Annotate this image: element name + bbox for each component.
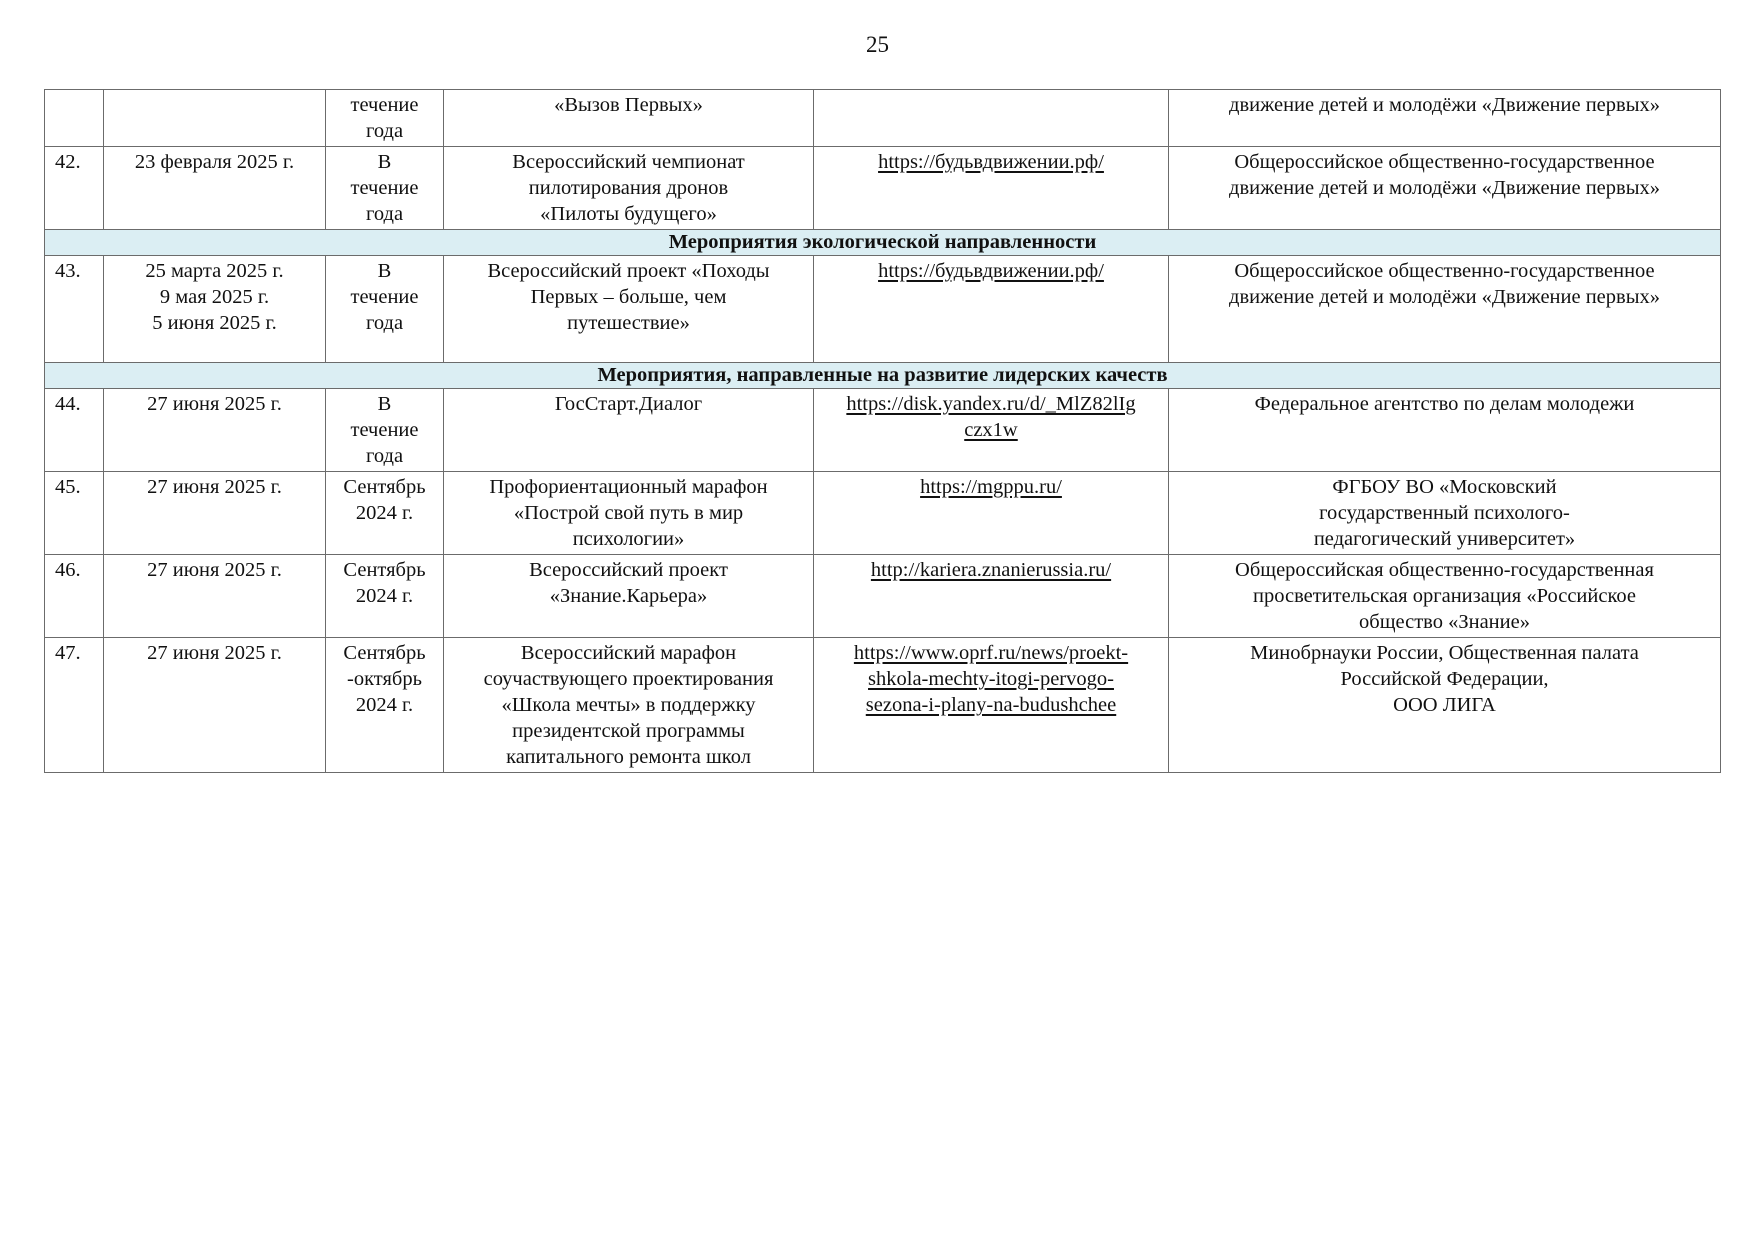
period-line: течение [350,286,419,308]
period-line: В [377,260,392,282]
organizer-line: ФГБОУ ВО «Московский [1332,476,1557,498]
row-number-cell [45,90,104,147]
event-link[interactable]: https://www.oprf.ru/news/proekt- [853,642,1129,664]
table-row [45,256,1721,363]
event-name-cell [444,256,814,363]
organizer-line: движение детей и молодёжи «Движение первых» [1229,94,1660,116]
event-link[interactable]: https://будьвдвижении.рф/ [878,151,1104,173]
period-cell [326,256,444,363]
date-line: 25 марта 2025 г. [145,260,284,282]
event-name-line: «Школа мечты» в поддержку [501,694,756,716]
organizer-line: Общероссийская общественно-государственная [1235,559,1654,581]
organizer-line: педагогический университет» [1313,528,1576,550]
organizer-cell [1169,555,1721,638]
link-cell [814,256,1169,363]
organizer-line: Общероссийское общественно-государственное [1234,151,1655,173]
organizer-cell [1169,472,1721,555]
event-link[interactable]: sezona-i-plany-na-budushchee [865,694,1117,716]
date-cell [104,638,326,773]
period-line: года [365,120,404,142]
table-row [45,90,1721,147]
event-link[interactable]: https://mgppu.ru/ [920,476,1062,498]
link-cell [814,638,1169,773]
organizer-cell [1169,389,1721,472]
date-cell [104,147,326,230]
period-cell [326,147,444,230]
row-number-cell: 46. [45,555,104,638]
organizer-line: Общероссийское общественно-государственное [1234,260,1655,282]
table-row [45,638,1721,773]
date-cell [104,256,326,363]
event-name-line: президентской программы [512,720,745,742]
event-name-line: Всероссийский чемпионат [512,151,745,173]
event-name-line: путешествие» [567,312,690,334]
date-line: 27 июня 2025 г. [147,393,282,415]
event-name-cell [444,90,814,147]
page-number: 25 [866,32,889,57]
organizer-cell [1169,256,1721,363]
event-link[interactable]: http://kariera.znanierussia.ru/ [870,559,1112,581]
organizer-cell [1169,638,1721,773]
organizer-line: Федеральное агентство по делам молодежи [1254,393,1635,415]
row-number-cell: 42. [45,147,104,230]
period-line: течение [350,94,419,116]
date-cell [104,389,326,472]
table-row [45,389,1721,472]
event-name-line: Всероссийский проект «Походы [487,260,770,282]
period-cell [326,638,444,773]
event-name-line: Профориентационный марафон [489,476,768,498]
period-cell [326,472,444,555]
section-header-row [45,363,1721,389]
organizer-cell [1169,147,1721,230]
event-name-line: Всероссийский марафон [520,642,737,664]
period-line: 2024 г. [355,502,414,524]
event-name-line: психологии» [572,528,685,550]
date-line: 27 июня 2025 г. [147,642,282,664]
period-line: 2024 г. [355,694,414,716]
organizer-line: движение детей и молодёжи «Движение первых» [1229,286,1660,308]
event-name-cell [444,638,814,773]
organizer-line: общество «Знание» [1359,611,1530,633]
event-name-line: «Знание.Карьера» [549,585,708,607]
period-line: Сентябрь [343,642,426,664]
period-line: года [365,203,404,225]
event-link[interactable]: https://будьвдвижении.рф/ [878,260,1104,282]
date-line: 23 февраля 2025 г. [134,151,295,173]
period-line: 2024 г. [355,585,414,607]
event-name-line: «Пилоты будущего» [540,203,717,225]
event-link[interactable]: https://disk.yandex.ru/d/_MlZ82lIg [846,393,1136,415]
date-cell [104,90,326,147]
event-name-line: «Вызов Первых» [554,94,703,116]
event-name-line: соучаствующего проектирования [483,668,774,690]
event-name-line: Первых – больше, чем [530,286,727,308]
table-row [45,555,1721,638]
organizer-line: просветительская организация «Российское [1252,585,1636,607]
link-cell [814,90,1169,147]
event-link[interactable]: czx1w [964,419,1018,441]
row-number-cell: 44. [45,389,104,472]
section-title-leadership: Мероприятия, направленные на развитие лидерских качеств [45,363,1721,389]
period-line: течение [350,419,419,441]
link-cell [814,555,1169,638]
event-name-cell [444,147,814,230]
events-table [44,89,1721,773]
date-cell [104,472,326,555]
organizer-line: Российской Федерации, [1340,668,1549,690]
date-line: 5 июня 2025 г. [152,312,277,334]
event-name-line: пилотирования дронов [528,177,729,199]
period-cell [326,389,444,472]
event-name-line: Всероссийский проект [529,559,728,581]
date-cell [104,555,326,638]
event-name-line: «Построй свой путь в мир [513,502,744,524]
link-cell [814,147,1169,230]
period-line: года [365,445,404,467]
organizer-line: ООО ЛИГА [1393,694,1496,716]
period-line: Сентябрь [343,476,426,498]
date-line: 9 мая 2025 г. [159,286,270,308]
row-number-cell: 47. [45,638,104,773]
organizer-line: государственный психолого- [1319,502,1570,524]
period-line: В [377,151,392,173]
event-name-cell [444,389,814,472]
date-line: 27 июня 2025 г. [147,476,282,498]
link-cell [814,472,1169,555]
period-line: -октябрь [347,668,422,690]
period-cell [326,555,444,638]
table-row [45,472,1721,555]
event-name-cell [444,555,814,638]
period-line: течение [350,177,419,199]
row-number-cell: 45. [45,472,104,555]
date-line: 27 июня 2025 г. [147,559,282,581]
section-title-ecology: Мероприятия экологической направленности [45,230,1721,256]
event-name-line: капитального ремонта школ [506,746,751,768]
organizer-cell [1169,90,1721,147]
period-line: Сентябрь [343,559,426,581]
period-cell [326,90,444,147]
organizer-line: движение детей и молодёжи «Движение первых» [1229,177,1660,199]
section-header-row [45,230,1721,256]
row-number-cell: 43. [45,256,104,363]
event-name-line: ГосСтарт.Диалог [554,393,703,415]
link-cell [814,389,1169,472]
event-link[interactable]: shkola-mechty-itogi-pervogo- [868,668,1114,690]
period-line: В [377,393,392,415]
period-line: года [365,312,404,334]
organizer-line: Минобрнауки России, Общественная палата [1250,642,1639,664]
event-name-cell [444,472,814,555]
table-row [45,147,1721,230]
